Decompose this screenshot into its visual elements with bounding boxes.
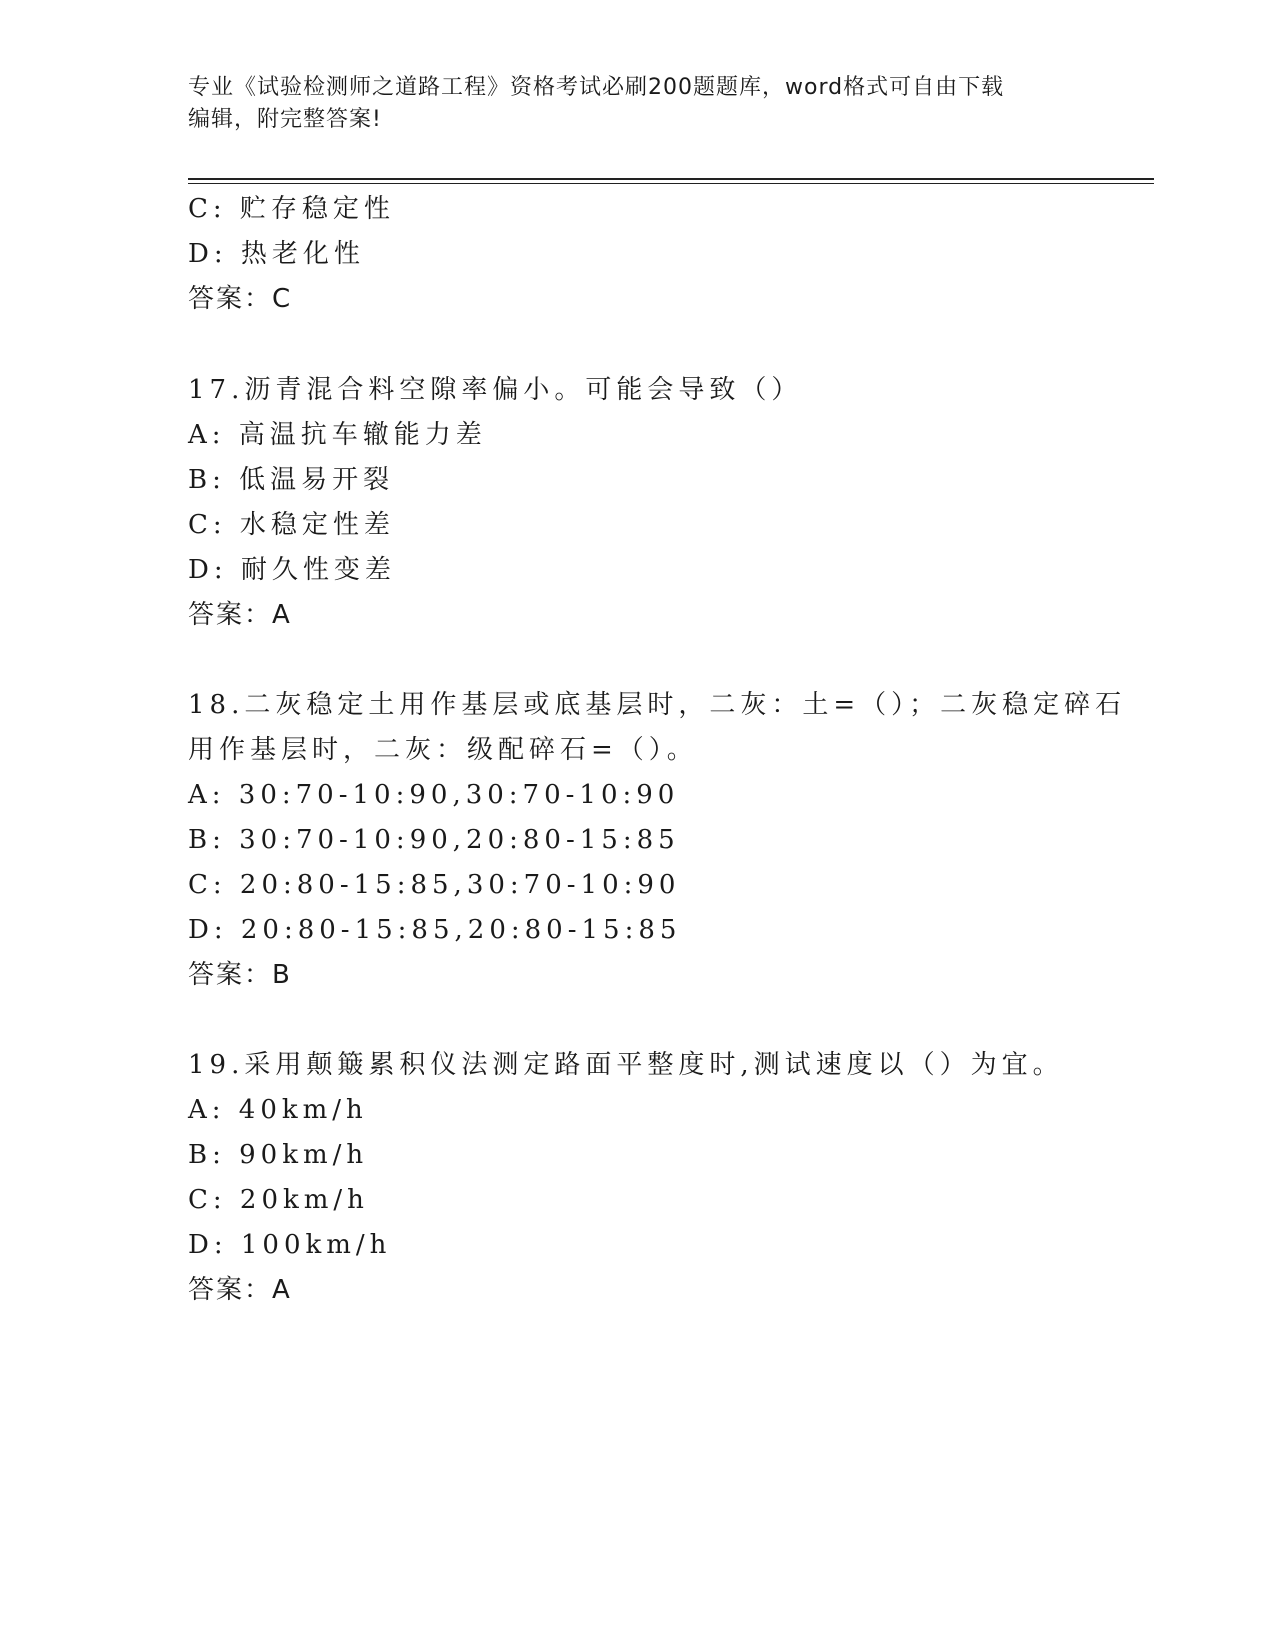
q18-question-line-1: 18.二灰稳定土用作基层或底基层时，二灰：土=（）；二灰稳定碎石 [188, 690, 1127, 720]
q17-answer: 答案：A [188, 600, 292, 630]
q17-option-a: A: 高温抗车辙能力差 [188, 420, 487, 450]
header-line-1: 专业《试验检测师之道路工程》资格考试必刷200题题库，word格式可自由下载 [188, 75, 1005, 100]
q17-option-b: B: 低温易开裂 [188, 465, 395, 495]
q19-answer: 答案：A [188, 1275, 292, 1305]
q18-option-d: D: 20:80-15:85,20:80-15:85 [188, 915, 682, 945]
q16-option-d: D: 热老化性 [188, 239, 365, 269]
header-line-2: 编辑，附完整答案! [188, 107, 382, 132]
q19-option-d: D: 100km/h [188, 1230, 392, 1260]
q18-option-c: C: 20:80-15:85,30:70-10:90 [188, 870, 681, 900]
header-divider-thin [188, 183, 1154, 184]
q16-answer: 答案：C [188, 284, 293, 314]
q17-option-c: C: 水稳定性差 [188, 510, 395, 540]
q16-option-c: C: 贮存稳定性 [188, 194, 395, 224]
q17-option-d: D: 耐久性变差 [188, 555, 396, 585]
q18-option-b: B: 30:70-10:90,20:80-15:85 [188, 825, 680, 855]
document-header [188, 72, 1068, 136]
header-divider-thick [188, 178, 1154, 180]
q19-option-a: A: 40km/h [188, 1095, 368, 1125]
q18-answer: 答案：B [188, 960, 292, 990]
q19-option-b: B: 90km/h [188, 1140, 369, 1170]
q18-question-line-2: 用作基层时，二灰：级配碎石=（）。 [188, 735, 698, 765]
q18-option-a: A: 30:70-10:90,30:70-10:90 [188, 780, 680, 810]
q19-question: 19.采用颠簸累积仪法测定路面平整度时,测试速度以（）为宜。 [188, 1050, 1064, 1080]
q19-option-c: C: 20km/h [188, 1185, 369, 1215]
q17-question: 17.沥青混合料空隙率偏小。可能会导致（） [188, 375, 803, 405]
